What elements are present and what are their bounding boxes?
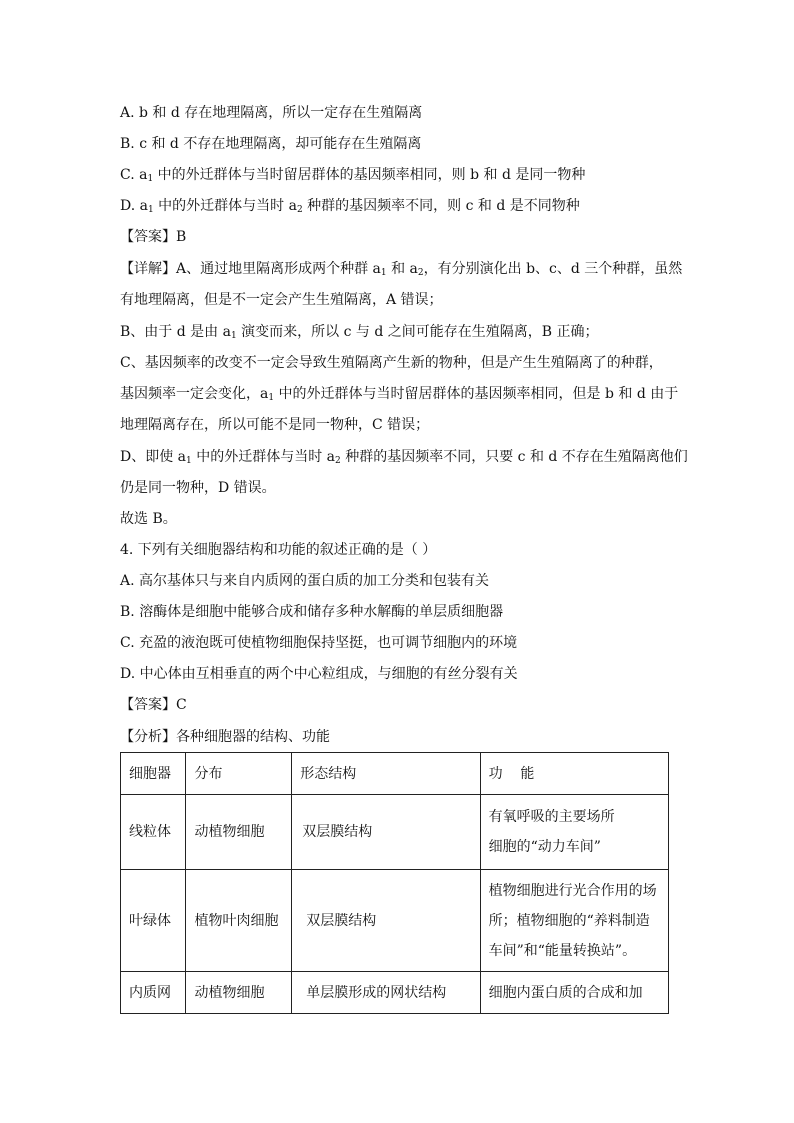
table-cell: 线粒体 — [121, 795, 186, 870]
table-cell: 双层膜结构 — [292, 795, 480, 870]
question-4-stem: 4. 下列有关细胞器结构和功能的叙述正确的是（ ） — [120, 542, 437, 558]
explanation-line-5: 基因频率一定会变化，$a_1$ 中的外迁群体与当时留居群体的基因频率相同，但是 b 和 d 由于 — [120, 386, 679, 403]
explanation-line-7: D、即使 $a_1$ 中的外迁群体与当时 $a_2$ 种群的基因频率不同，只要 c 和 d 不存在生殖隔离他们 — [120, 449, 688, 466]
option-d: D. $a_1$ 中的外迁群体与当时 $a_2$ 种群的基因频率不同，则 c 和 d 是不同物种 — [120, 198, 580, 215]
table-row — [121, 795, 669, 870]
q4-answer-label: 【答案】C — [120, 697, 187, 713]
table-header-cell: 形态结构 — [292, 753, 480, 795]
table-header-cell: 功 能 — [480, 753, 668, 795]
option-a: A. b 和 d 存在地理隔离，所以一定存在生殖隔离 — [120, 105, 423, 121]
table-cell: 植物叶肉细胞 — [186, 870, 292, 972]
option-b: B. c 和 d 不存在地理隔离，却可能存在生殖隔离 — [120, 136, 422, 152]
table-cell: 单层膜形成的网状结构 — [292, 972, 480, 1014]
explanation-line-8: 仍是同一物种，D 错误。 — [120, 480, 276, 496]
answer-label: 【答案】B — [120, 229, 187, 245]
table-cell: 叶绿体 — [121, 870, 186, 972]
table-cell: 双层膜结构 — [292, 870, 480, 972]
table-header-cell: 分布 — [186, 753, 292, 795]
table-cell: 有氧呼吸的主要场所 细胞的“动力车间” — [480, 795, 668, 870]
option-c: C. $a_1$ 中的外迁群体与当时留居群体的基因频率相同，则 b 和 d 是同一物种 — [120, 167, 586, 184]
table-cell: 内质网 — [121, 972, 186, 1014]
explanation-line-9: 故选 B。 — [120, 511, 177, 527]
table-row — [121, 870, 669, 972]
table-cell: 植物细胞进行光合作用的场 所；植物细胞的“养料制造 车间”和“能量转换站”。 — [480, 870, 668, 972]
table-cell: 动植物细胞 — [186, 795, 292, 870]
q4-option-c: C. 充盈的液泡既可使植物细胞保持坚挺，也可调节细胞内的环境 — [120, 635, 518, 651]
explanation-line-3: B、由于 d 是由 $a_1$ 演变而来，所以 c 与 d 之间可能存在生殖隔离，B 正确； — [120, 324, 599, 341]
q4-option-a: A. 高尔基体只与来自内质网的蛋白质的加工分类和包装有关 — [120, 573, 490, 589]
table-header-row — [121, 753, 669, 795]
explanation-line-4: C、基因频率的改变不一定会导致生殖隔离产生新的物种，但是产生生殖隔离了的种群， — [120, 355, 663, 371]
explanation-line-2: 有地理隔离，但是不一定会产生生殖隔离，A 错误； — [120, 292, 443, 308]
explanation-line-6: 地理隔离存在，所以可能不是同一物种，C 错误； — [120, 417, 430, 433]
table-row — [121, 972, 669, 1014]
table-cell: 动植物细胞 — [186, 972, 292, 1014]
table-cell: 细胞内蛋白质的合成和加 — [480, 972, 668, 1014]
table-header-cell: 细胞器 — [121, 753, 186, 795]
q4-analysis-label: 【分析】各种细胞器的结构、功能 — [120, 729, 330, 745]
q4-option-b: B. 溶酶体是细胞中能够合成和储存多种水解酶的单层质细胞器 — [120, 604, 504, 620]
organelle-table — [120, 752, 669, 1014]
explanation-line-1: 【详解】A、通过地里隔离形成两个种群 $a_1$ 和 $a_2$，有分别演化出 b、c、d 三个种群，虽然 — [120, 261, 683, 278]
q4-option-d: D. 中心体由互相垂直的两个中心粒组成，与细胞的有丝分裂有关 — [120, 666, 518, 682]
